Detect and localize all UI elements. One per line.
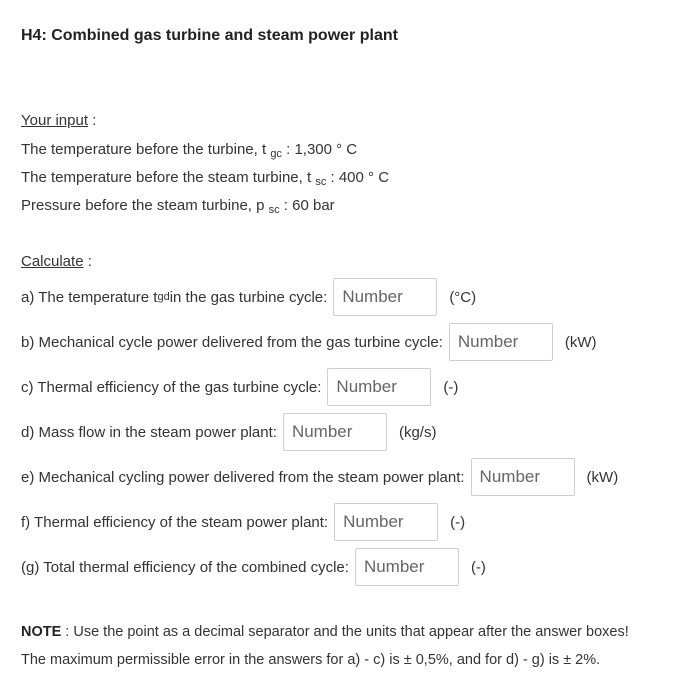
question-text-post: in the gas turbine cycle: [169, 288, 328, 306]
unit-label: (-) [443, 378, 459, 396]
question-c [21, 367, 458, 407]
note-label: NOTE [21, 624, 62, 640]
question-text: a) The temperature t [21, 288, 158, 306]
input-heading [21, 112, 96, 129]
input-line-subscript: gc [270, 148, 282, 160]
input-heading-colon: : [92, 112, 97, 129]
input-line-value: : 60 bar [279, 197, 335, 214]
note-line-1 [21, 624, 629, 640]
unit-label: (-) [470, 558, 486, 576]
calculate-heading-label: Calculate [21, 253, 84, 270]
answer-input-d[interactable]: Number [283, 413, 387, 451]
input-line-text: Pressure before the steam turbine, p [21, 197, 269, 214]
question-text: (g) Total thermal efficiency of the combined cycle: [21, 558, 349, 576]
unit-label: (°C) [449, 288, 477, 306]
question-d [21, 412, 436, 452]
question-text: e) Mechanical cycling power delivered from the steam power plant: [21, 468, 465, 486]
unit-label: (kg/s) [398, 423, 437, 441]
answer-input-a[interactable]: Number [333, 278, 437, 316]
question-a: a) The temperature t gd in the gas turbine cycle: Number (°C) [21, 277, 476, 317]
note-text-1: : Use the point as a decimal separator and the units that appear after the answer boxes! [61, 624, 629, 640]
page-title: H4: Combined gas turbine and steam power plant [21, 27, 398, 44]
question-text: c) Thermal efficiency of the gas turbine cycle: [21, 378, 322, 396]
question-text: b) Mechanical cycle power delivered from the gas turbine cycle: [21, 333, 443, 351]
question-f [21, 502, 465, 542]
answer-input-b[interactable]: Number [449, 323, 553, 361]
input-line-text: The temperature before the turbine, t [21, 141, 271, 158]
note-line-2: The maximum permissible error in the answers for a) - c) is ± 0,5%, and for d) - g) is ± 2%. [21, 652, 601, 668]
unit-label: (-) [450, 513, 466, 531]
question-b [21, 322, 597, 362]
answer-input-e[interactable]: Number [471, 458, 575, 496]
answer-input-g[interactable]: Number [355, 548, 459, 586]
input-line-steam-temp [21, 169, 389, 186]
calculate-heading-colon: : [87, 253, 92, 270]
input-line-value: : 400 ° C [326, 169, 390, 186]
input-line-subscript: sc [268, 204, 280, 216]
question-e [21, 457, 618, 497]
unit-label: (kW) [586, 468, 619, 486]
answer-input-c[interactable]: Number [327, 368, 431, 406]
question-g [21, 547, 486, 587]
input-line-value: : 1,300 ° C [281, 141, 358, 158]
answer-input-f[interactable]: Number [334, 503, 438, 541]
calculate-heading [21, 253, 92, 270]
input-heading-label: Your input [21, 112, 89, 129]
input-line-steam-pressure [21, 197, 335, 214]
question-text: f) Thermal efficiency of the steam power plant: [21, 513, 329, 531]
input-line-text: The temperature before the steam turbine, t [21, 169, 316, 186]
unit-label: (kW) [564, 333, 597, 351]
question-text: d) Mass flow in the steam power plant: [21, 423, 277, 441]
input-line-turbine-temp [21, 141, 357, 158]
input-line-subscript: sc [315, 176, 327, 188]
